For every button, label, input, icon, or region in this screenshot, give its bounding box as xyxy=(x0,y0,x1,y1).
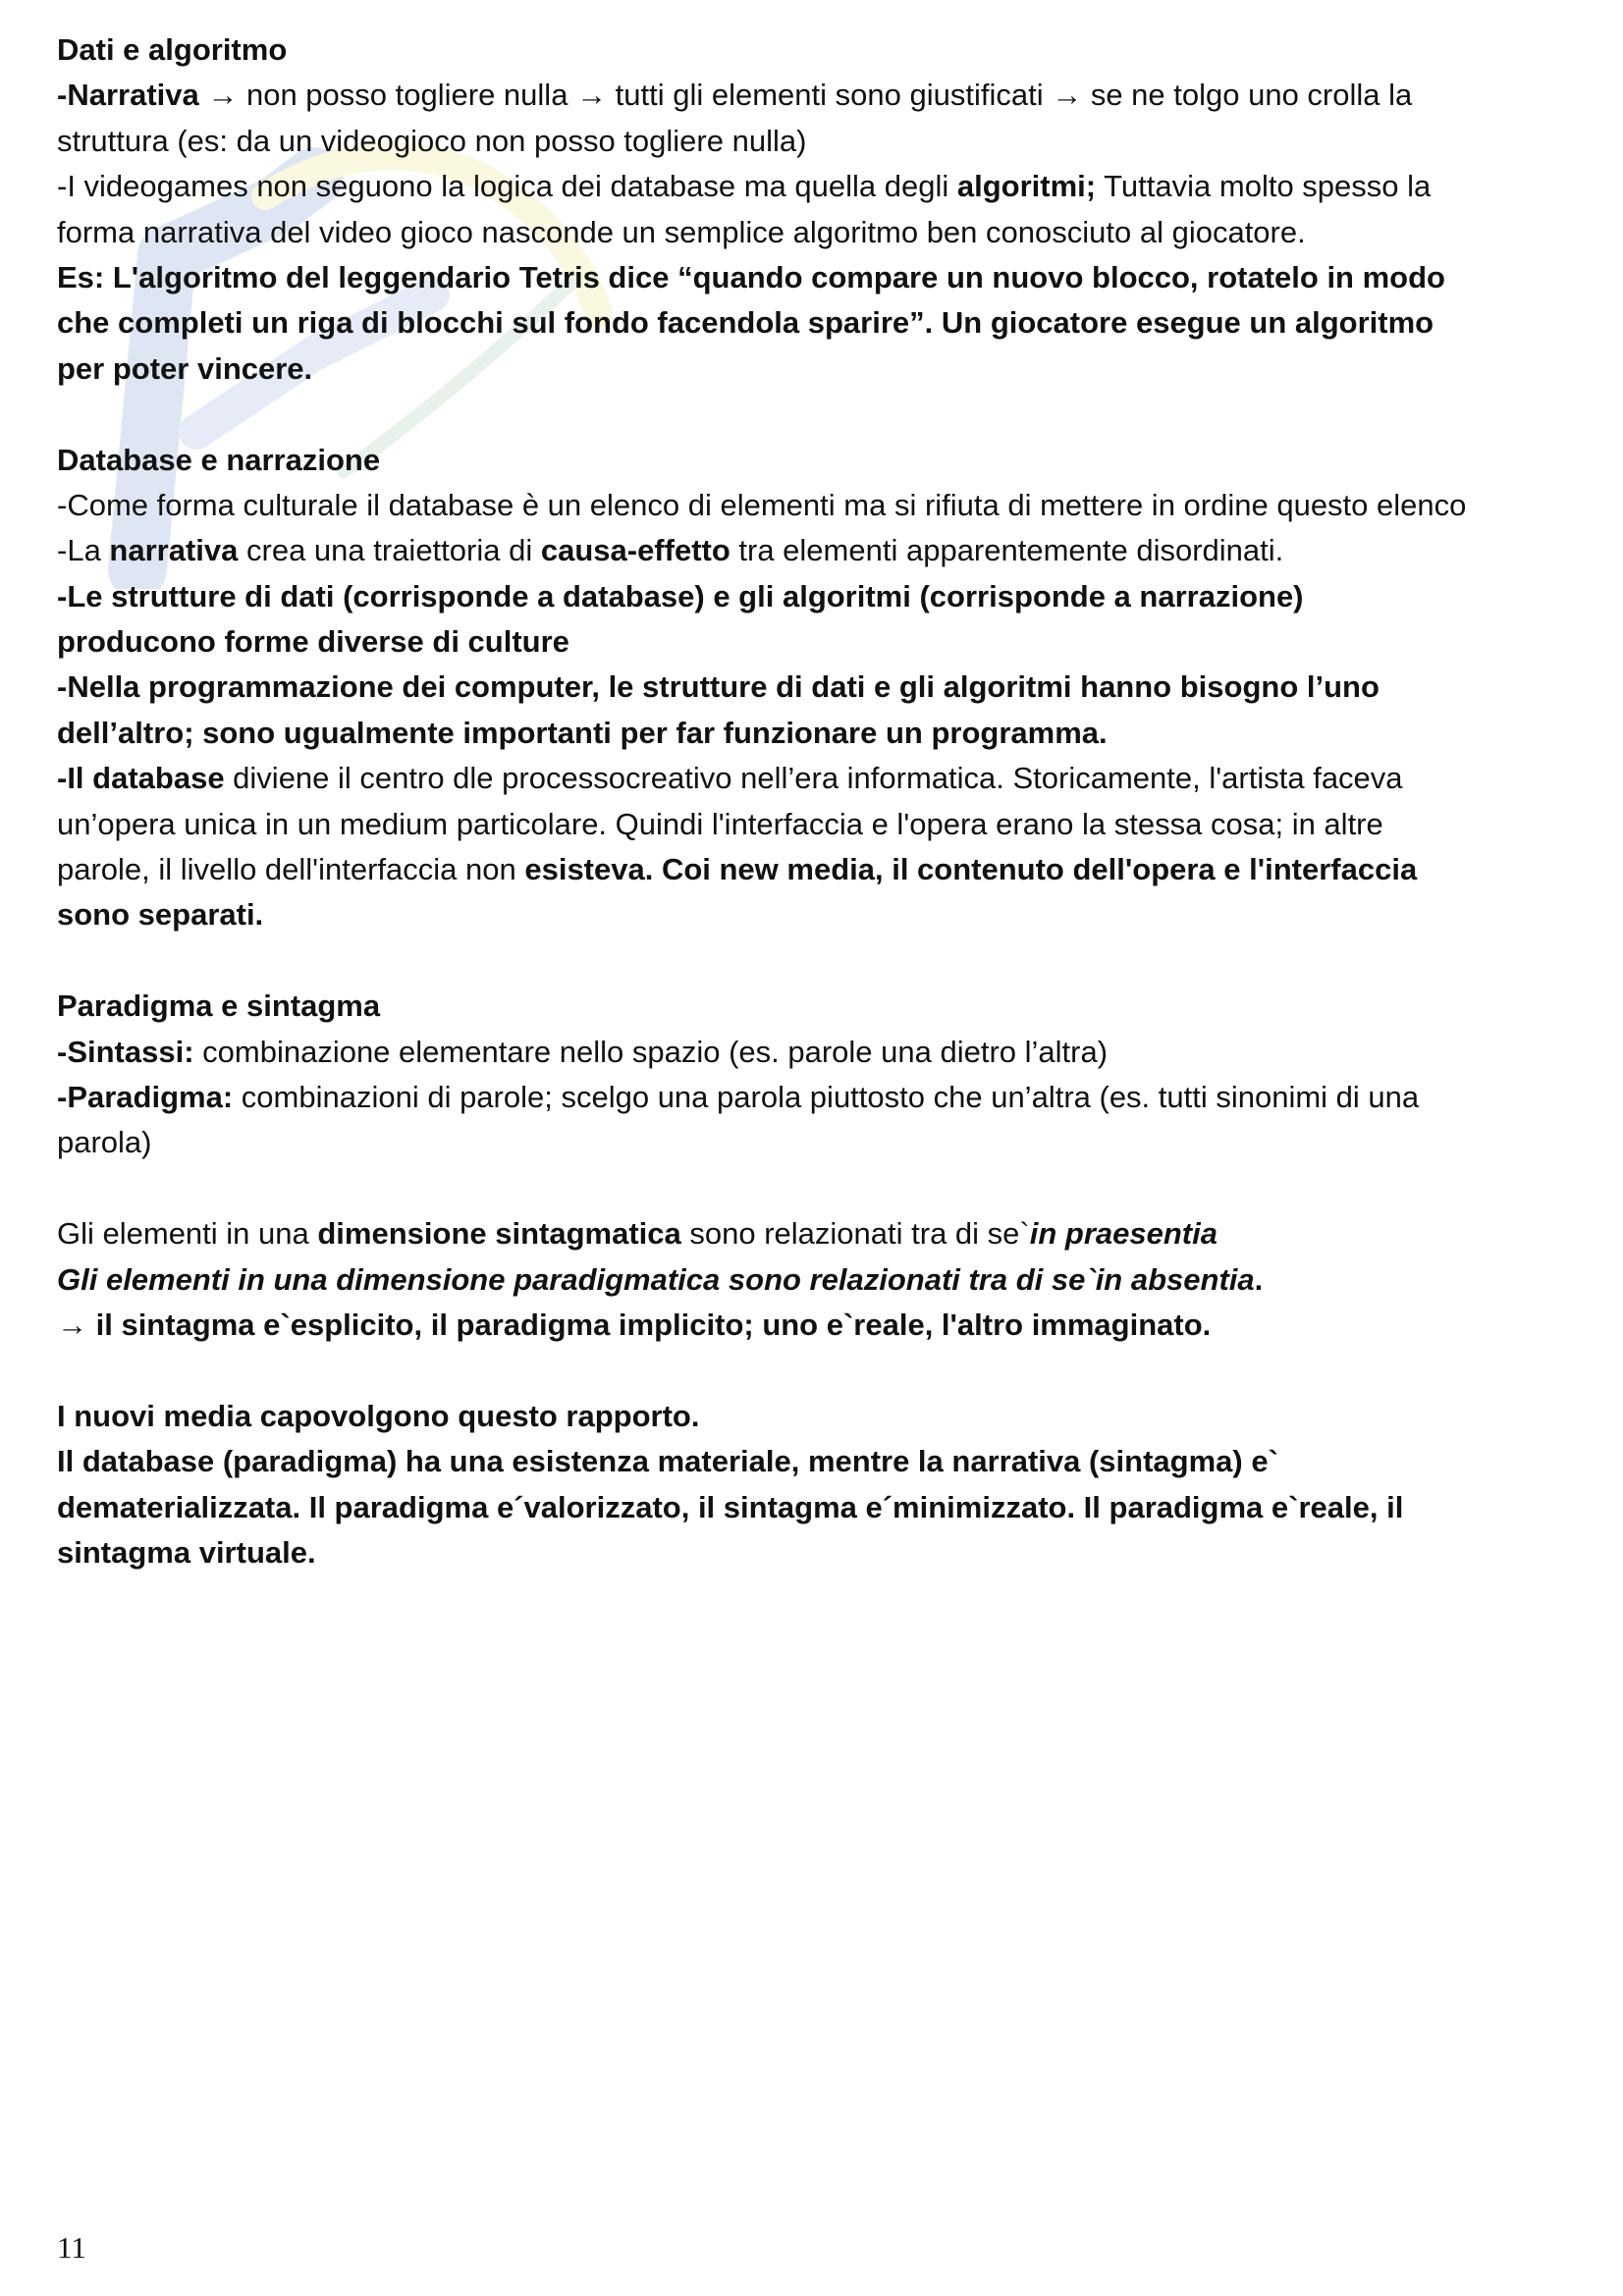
paragraph-line: -I videogames non seguono la logica dei database ma quella degli algoritmi; Tuttavia molto spesso la xyxy=(57,169,1432,204)
paragraph-line: dell’altro; sono ugualmente importanti per far funzionare un programma. xyxy=(57,715,1108,750)
paragraph-line: -La narrativa crea una traiettoria di causa-effetto tra elementi apparentemente disordinati. xyxy=(57,533,1284,568)
example-line: che completi un riga di blocchi sul fondo facendola sparire”. Un giocatore esegue un algoritmo xyxy=(57,305,1434,341)
paragraph-line: dematerializzata. Il paradigma e´valorizzato, il sintagma e´minimizzato. Il paradigma e`reale, il xyxy=(57,1489,1404,1524)
paragraph-line: Gli elementi in una dimensione paradigmatica sono relazionati tra di se`in absentia. xyxy=(57,1261,1264,1297)
paragraph-line: -Nella programmazione dei computer, le strutture di dati e gli algoritmi hanno bisogno l’uno xyxy=(57,669,1380,705)
paragraph-line: -Le strutture di dati (corrisponde a database) e gli algoritmi (corrisponde a narrazione) xyxy=(57,578,1304,614)
paragraph-line: I nuovi media capovolgono questo rapporto. xyxy=(57,1398,700,1433)
paragraph-line: producono forme diverse di culture xyxy=(57,624,569,660)
section-heading: Database e narrazione xyxy=(57,442,381,477)
paragraph-line: un’opera unica in un medium particolare. Quindi l'interfaccia e l'opera erano la stessa cosa; in altre xyxy=(57,806,1383,841)
paragraph-line: -Come forma culturale il database è un elenco di elementi ma si rifiuta di mettere in ordine questo elenco xyxy=(57,487,1467,522)
paragraph-line: -Paradigma: combinazioni di parole; scelgo una parola piuttosto che un’altra (es. tutti sinonimi di una xyxy=(57,1079,1420,1114)
paragraph-line: struttura (es: da un videogioco non posso togliere nulla) xyxy=(57,123,807,158)
paragraph-line: Gli elementi in una dimensione sintagmatica sono relazionati tra di se`in praesentia xyxy=(57,1216,1217,1252)
section-heading: Paradigma e sintagma xyxy=(57,988,381,1024)
document-body xyxy=(57,27,1589,1575)
paragraph-line: forma narrativa del video gioco nasconde un semplice algoritmo ben conosciuto al giocatore. xyxy=(57,214,1306,249)
section-heading: Dati e algoritmo xyxy=(57,32,288,67)
example-line: Es: L'algoritmo del leggendario Tetris dice “quando compare un nuovo blocco, rotatelo in modo xyxy=(57,259,1445,294)
paragraph-line: sono separati. xyxy=(57,897,264,933)
paragraph-line: → il sintagma e`esplicito, il paradigma implicito; uno e`reale, l'altro immaginato. xyxy=(57,1307,1212,1342)
paragraph-line: sintagma virtuale. xyxy=(57,1534,316,1570)
page-number: 11 xyxy=(57,2230,86,2265)
example-line: per poter vincere. xyxy=(57,350,313,386)
paragraph-line: -Il database diviene il centro dle processocreativo nell’era informatica. Storicamente, l'artista faceva xyxy=(57,761,1403,796)
paragraph-line: parola) xyxy=(57,1125,152,1160)
paragraph-line: -Narrativa → non posso togliere nulla → tutti gli elementi sono giustificati → se ne tolgo uno crolla la xyxy=(57,78,1413,113)
paragraph-line: Il database (paradigma) ha una esistenza materiale, mentre la narrativa (sintagma) e` xyxy=(57,1444,1278,1479)
paragraph-line: -Sintassi: combinazione elementare nello spazio (es. parole una dietro l’altra) xyxy=(57,1034,1109,1069)
paragraph-line: parole, il livello dell'interfaccia non esisteva. Coi new media, il contenuto dell'opera e l'interfaccia xyxy=(57,852,1418,887)
